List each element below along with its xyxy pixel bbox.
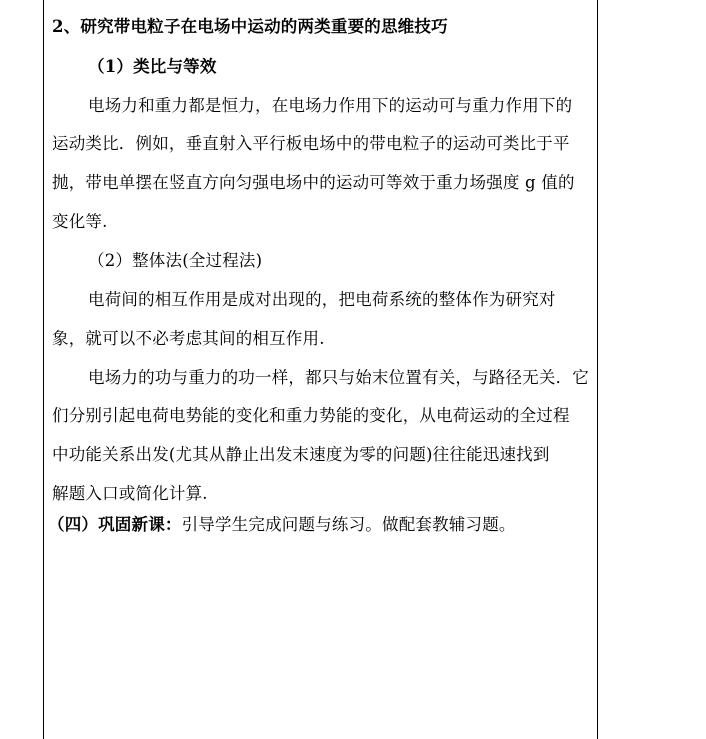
paragraph-3-line-4: 解题入口或简化计算. <box>52 484 208 503</box>
paragraph-1-line-3: 抛，带电单摆在竖直方向匀强电场中的运动可等效于重力场强度 g 值的 <box>52 173 575 192</box>
section-heading: 2、研究带电粒子在电场中运动的两类重要的思维技巧 <box>52 17 448 36</box>
paragraph-2-line-2: 象，就可以不必考虑其间的相互作用. <box>52 329 325 348</box>
paragraph-1-line-2: 运动类比．例如，垂直射入平行板电场中的带电粒子的运动可类比于平 <box>52 134 570 153</box>
subheading-whole-method: （2）整体法(全过程法) <box>88 251 263 270</box>
subheading-analogy: （1）类比与等效 <box>88 57 217 76</box>
consolidation-line <box>48 515 516 535</box>
paragraph-3-line-3: 中功能关系出发(尤其从静止出发末速度为零的问题)往往能迅速找到 <box>52 445 550 464</box>
paragraph-3-line-1: 电场力的功与重力的功一样，都只与始末位置有关，与路径无关．它 <box>88 368 589 387</box>
consolidation-text: 引导学生完成问题与练习。做配套教辅习题。 <box>181 515 516 534</box>
paragraph-2-line-1: 电荷间的相互作用是成对出现的，把电荷系统的整体作为研究对 <box>88 290 556 309</box>
paragraph-1-line-4: 变化等. <box>52 212 108 231</box>
paragraph-3-line-2: 们分别引起电荷电势能的变化和重力势能的变化，从电荷运动的全过程 <box>52 406 570 425</box>
consolidation-label: （四）巩固新课： <box>48 515 182 534</box>
paragraph-1-line-1: 电场力和重力都是恒力，在电场力作用下的运动可与重力作用下的 <box>88 96 573 115</box>
